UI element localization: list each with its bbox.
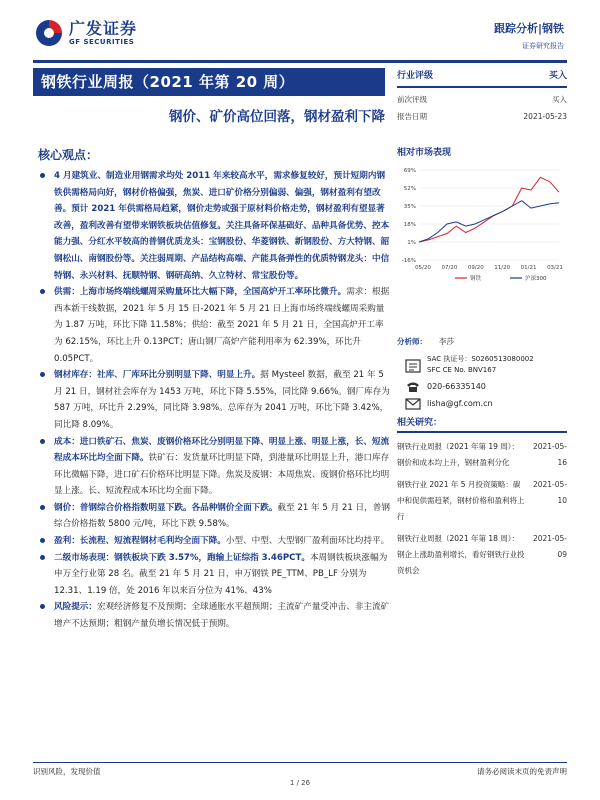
core-view-bullet — [38, 434, 390, 500]
id-card-icon — [405, 359, 421, 371]
bullet-lead: 钢材库存：社库、厂库环比分别明显下降、明显上升。 — [54, 370, 261, 381]
core-views-heading: 核心观点： — [38, 148, 99, 162]
report-subtitle: 钢价、矿价高位回落，钢材盈利下降 — [169, 109, 385, 125]
bullet-dot-icon — [40, 289, 45, 294]
analyst-contact — [405, 352, 565, 412]
logo-chinese-name: 广发证券 — [69, 18, 138, 38]
report-date-value: 2021-05-23 — [523, 112, 567, 121]
legend-label: 沪深300 — [525, 276, 547, 282]
research-item[interactable] — [397, 531, 567, 579]
bullet-lead: 二级市场表现：钢铁板块下跌 3.57%，跑输上证综指 3.46PCT。 — [54, 552, 310, 563]
relative-performance-title: 相对市场表现 — [397, 148, 452, 158]
bullet-lead: 4 月建筑业、制造业用钢需求均处 2011 年来较高水平，需求修复较好，预计短期内钢铁供需格局向好，钢材价格偏强，焦炭、进口矿价格分别偏弱、偏强，钢材盈利有望改善。预计 2021 年供需格局趋紧，钢价走势或强于原材料价格走势，钢材盈利有望显著改善，盈利改善有望带来钢铁板块估值修复。关注具备环保基础好、品种具备优势、控本能力强、分红水平较高的普钢优质龙头：宝钢股份、华菱钢铁、新钢股份、方大特钢、韶钢松山、南钢股份等。关注弱周期、产品结构高端、产能具备弹性的优质特钢龙头：中信特钢、永兴材料、抚顺特钢、钢研高纳、久立特材、常宝股份等。 — [54, 171, 390, 281]
industry-rating-box — [397, 71, 567, 122]
rating-value: 买入 — [548, 71, 567, 81]
core-view-bullet — [38, 168, 390, 284]
page-footer — [33, 762, 567, 777]
x-tick-label: 03/21 — [547, 265, 563, 271]
footer-disclaimer: 请务必阅读末页的免责声明 — [477, 767, 567, 776]
analyst-name: 李莎 — [439, 337, 454, 346]
analyst-email[interactable]: lisha@gf.com.cn — [427, 399, 493, 408]
core-views-list — [38, 168, 390, 633]
related-research-heading: 相关研究： — [397, 415, 567, 433]
core-view-bullet — [38, 284, 390, 367]
x-tick-label: 09/20 — [467, 265, 484, 271]
series-line-0 — [419, 177, 559, 242]
y-tick-label: 69% — [403, 168, 416, 174]
bullet-dot-icon — [40, 372, 45, 377]
analyst-info — [397, 337, 567, 353]
report-type: 证券研究报告 — [522, 42, 564, 50]
research-item[interactable] — [397, 477, 567, 525]
research-date: 2021-05-10 — [532, 480, 567, 505]
previous-rating-value: 买入 — [552, 95, 567, 104]
core-view-bullet — [38, 599, 390, 632]
sfc-number: SFC CE No. BNV167 — [427, 366, 497, 374]
research-title: 钢铁行业周报（2021 年第 19 周）：钢价和成本均上升，钢材盈利分化 — [397, 442, 520, 467]
previous-rating-label: 前次评级 — [397, 95, 427, 104]
bullet-dot-icon — [40, 439, 45, 444]
core-view-bullet — [38, 550, 390, 600]
core-view-bullet — [38, 533, 390, 550]
gf-logo — [34, 18, 137, 48]
header-divider — [33, 60, 567, 63]
y-tick-label: -16% — [401, 258, 416, 264]
bullet-lead: 成本：进口铁矿石、焦炭、废钢价格环比分别明显下降、明显上涨、明显上涨，长、短流程成本环比均全面下降。 — [54, 436, 390, 464]
performance-chart-svg — [397, 160, 567, 290]
research-item[interactable] — [397, 439, 567, 471]
bullet-body: 本周钢铁板块涨幅为申万全行业第 28 名。截至 21 年 5 月 21 日，申万钢铁 PE_TTM、PB_LF 分别为 12.31、1.19 倍，处 2016 年以来百分位为 41%、43% — [54, 552, 388, 596]
x-tick-label: 07/20 — [441, 265, 458, 271]
y-tick-label: 35% — [403, 204, 416, 210]
bullet-body: 据 Mysteel 数据，截至 21 年 5 月 21 日，钢材社会库存为 1453 万吨，环比下降 5.55%，同比降 9.66%。钢厂库存为 587 万吨，环比升 2.29%，同比降 3.98%。总库存为 2041 万吨，环比下降 3.42%，同比降 8.09%。 — [54, 370, 390, 430]
research-title: 钢铁行业周报（2021 年第 18 周）：钢企上涨助盈利增长，看好钢铁行业投资机会 — [397, 534, 525, 575]
email-icon — [405, 398, 421, 410]
legend-label: 钢铁 — [470, 276, 482, 282]
analyst-label: 分析师： — [397, 337, 427, 346]
research-title: 钢铁行业 2021 年 5 月投资策略：碳中和促供需趋紧，钢材价格和盈利将上行 — [397, 480, 525, 521]
sac-number: SAC 执证号：S0260513080002 — [427, 355, 534, 363]
report-category: 跟踪分析|钢铁 — [493, 22, 564, 35]
bullet-lead: 盈利：长流程、短流程钢材毛利均全面下降。 — [54, 536, 226, 547]
core-view-bullet — [38, 367, 390, 433]
analyst-phone: 020-66335140 — [427, 382, 486, 391]
bullet-dot-icon — [40, 505, 45, 510]
bullet-body: 截至 21 年 5 月 21 日，普钢综合价格指数 5800 元/吨，环比下跌 9.58%。 — [54, 502, 390, 530]
core-view-bullet — [38, 500, 390, 533]
bullet-dot-icon — [40, 555, 45, 560]
y-tick-label: 52% — [403, 186, 416, 192]
bullet-lead: 风险提示： — [54, 602, 97, 613]
bullet-body: 宏观经济修复不及预期；全球通胀水平超预期；主流矿产量受冲击、非主流矿增产不达预期；粗钢产量负增长情况低于预期。 — [54, 602, 390, 630]
report-date-label: 报告日期 — [397, 112, 427, 121]
y-tick-label: 18% — [403, 222, 416, 228]
x-tick-label: 11/20 — [494, 265, 511, 271]
bullet-body: 铁矿石：发货量环比明显下降，到港量环比明显上升，港口库存环比微幅下降，进口矿石价格环比明显下降。焦炭及废钢：本周焦炭、废钢价格环比均明显上涨。长、短流程成本环比均全面下降。 — [54, 453, 390, 497]
page-number: 1 / 26 — [289, 779, 311, 787]
bullet-body: 小型、中型、大型钢厂盈利面环比均持平。 — [225, 536, 390, 547]
research-date: 2021-05-09 — [532, 534, 567, 559]
x-tick-label: 05/20 — [415, 265, 431, 271]
logo-english-name: GF SECURITIES — [69, 37, 135, 46]
bullet-dot-icon — [40, 538, 45, 543]
relative-performance-chart — [397, 160, 567, 290]
bullet-lead: 供需：上海市场终端线螺周采购量环比大幅下降，全国高炉开工率环比微升。 — [54, 287, 347, 298]
report-title: 钢铁行业周报（2021 年第 20 周） — [33, 68, 385, 96]
bullet-dot-icon — [40, 173, 45, 178]
related-research — [397, 415, 567, 579]
phone-icon — [405, 381, 421, 393]
bullet-lead: 钢价：普钢综合价格指数明显下跌。各品种钢价全面下跌。 — [54, 502, 278, 513]
research-date: 2021-05-16 — [532, 442, 567, 467]
gf-logo-mark-icon — [34, 18, 64, 48]
footer-slogan: 识别风险，发现价值 — [33, 767, 101, 776]
bullet-body: 需求：根据西本新干线数据，2021 年 5 月 15 日-2021 年 5 月 21 日上海市场终端线螺周采购量为 1.87 万吨，环比下降 11.58%；供给：截至 2021 年 5 月 21 日，全国高炉开工率为 62.15%，环比上升 0.13PCT；唐山钢厂高炉产能利用率为 62.39%，环比升 0.05PCT。 — [54, 287, 390, 364]
y-tick-label: 1% — [407, 240, 416, 246]
x-tick-label: 01/21 — [520, 265, 537, 271]
rating-label: 行业评级 — [397, 71, 434, 81]
bullet-dot-icon — [40, 604, 45, 609]
